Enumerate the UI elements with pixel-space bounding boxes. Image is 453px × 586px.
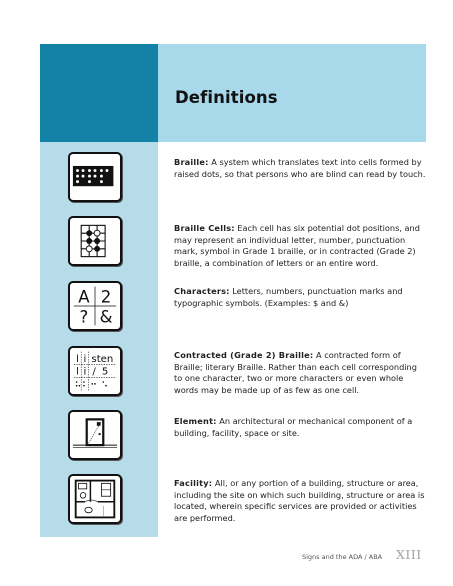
- term-label: Element:: [174, 416, 217, 426]
- glyph-ampersand: &: [99, 307, 113, 327]
- glyph-a: A: [78, 287, 90, 307]
- definition-element: [174, 416, 426, 439]
- definition-text: A contracted form of Braille; literary Braille. Rather than each cell corresponding to one character, two or more characters or even whole words may be made up of as few as one cell.: [174, 350, 417, 395]
- term-label: Contracted (Grade 2) Braille:: [174, 350, 314, 360]
- definition-characters: [174, 286, 426, 309]
- svg-text:5: 5: [101, 366, 109, 378]
- door-element-icon: [68, 410, 122, 460]
- term-label: Braille Cells:: [174, 223, 235, 233]
- facility-floorplan-icon: [68, 474, 122, 524]
- header-teal-block: [40, 44, 158, 142]
- svg-text:sten: sten: [91, 353, 114, 365]
- term-label: Characters:: [174, 286, 230, 296]
- svg-text:l: l: [76, 366, 79, 378]
- definition-facility: [174, 478, 426, 524]
- definition-text: A system which translates text into cells formed by raised dots, so that persons who are blind can read by touch.: [174, 157, 426, 179]
- svg-text:i: i: [83, 353, 87, 365]
- svg-text:/: /: [92, 366, 96, 378]
- definition-contracted-braille: [174, 350, 426, 396]
- contracted-braille-icon: [68, 346, 122, 396]
- definition-braille: [174, 157, 426, 180]
- page-title: Definitions: [175, 88, 278, 107]
- glyph-2: 2: [100, 287, 112, 307]
- svg-text:l: l: [76, 353, 79, 365]
- braille-dots-icon: [68, 152, 122, 202]
- definition-braille-cells: [174, 223, 426, 269]
- footer-source: Signs and the ADA / ABA: [302, 553, 383, 561]
- glyph-question: ?: [79, 307, 89, 327]
- page-number: XIII: [396, 547, 422, 562]
- definition-text: All, or any portion of a building, structure or area, including the site on which such building, structure or area is located, wherein specific services are provided or activities are performed.: [174, 478, 425, 523]
- term-label: Facility:: [174, 478, 213, 488]
- term-label: Braille:: [174, 157, 209, 167]
- braille-cell-grid-icon: [68, 216, 122, 266]
- definition-text: Each cell has six potential dot positions, and may represent an individual letter, number, punctuation mark, symbol in Grade 1 braille, or in contracted (Grade 2) braille, a combination of letters or an entire word.: [174, 223, 420, 268]
- definition-text: Letters, numbers, punctuation marks and typographic symbols. (Examples: $ and &): [174, 286, 403, 308]
- definition-text: An architectural or mechanical component of a building, facility, space or site.: [174, 416, 413, 438]
- svg-text:i: i: [83, 366, 87, 378]
- characters-icon: [68, 281, 122, 331]
